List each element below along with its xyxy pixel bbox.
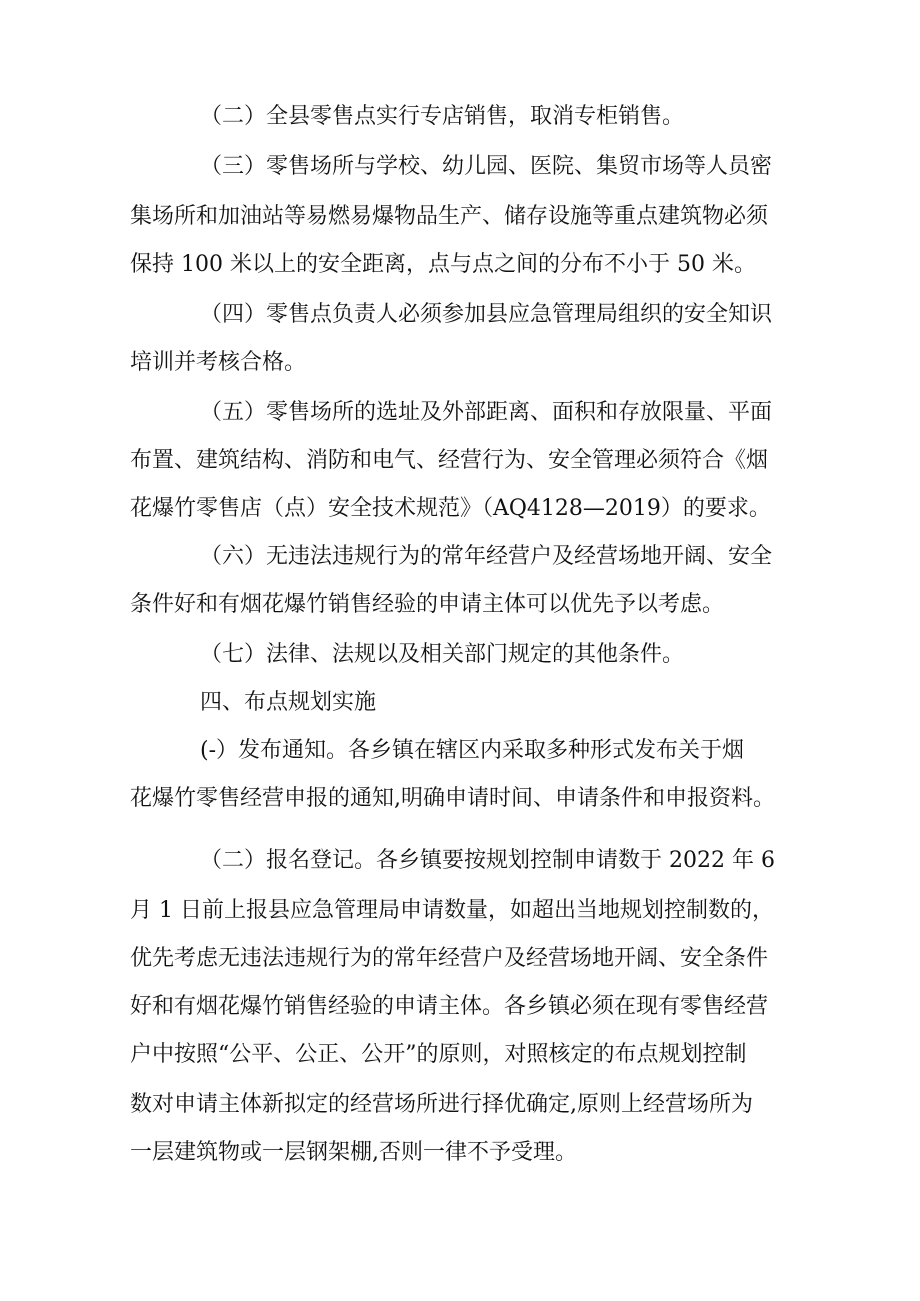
paragraph-line: 优先考虑无违法违规行为的常年经营户及经营场地开阔、安全条件 bbox=[130, 946, 769, 971]
paragraph-line: (-）发布通知。各乡镇在辖区内采取多种形式发布关于烟 bbox=[200, 738, 745, 763]
paragraph-line: （二）报名登记。各乡镇要按规划控制申请数于 2022 年 6 bbox=[200, 848, 775, 873]
paragraph-line: 保持 100 米以上的安全距离，点与点之间的分布不小于 50 米。 bbox=[130, 252, 756, 277]
paragraph-line: （六）无违法违规行为的常年经营户及经营场地开阔、安全 bbox=[200, 544, 773, 569]
paragraph-line: 花爆竹零售经营申报的通知,明确申请时间、申请条件和申报资料。 bbox=[130, 786, 775, 811]
paragraph-line: 花爆竹零售店（点）安全技术规范》（AQ4128—2019）的要求。 bbox=[130, 496, 771, 521]
section-heading: 四、布点规划实施 bbox=[200, 690, 377, 715]
paragraph-line: 户中按照“公平、公正、公开”的原则，对照核定的布点规划控制 bbox=[130, 1042, 747, 1067]
paragraph-line: 数对申请主体新拟定的经营场所进行择优确定,原则上经营场所为 bbox=[130, 1092, 753, 1117]
paragraph-line: （五）零售场所的选址及外部距离、面积和存放限量、平面 bbox=[200, 400, 773, 425]
paragraph-line: 一层建筑物或一层钢架棚,否则一律不予受理。 bbox=[130, 1140, 577, 1165]
paragraph-line: 月 1 日前上报县应急管理局申请数量，如超出当地规划控制数的， bbox=[130, 898, 774, 923]
paragraph-line: 集场所和加油站等易燃易爆物品生产、储存设施等重点建筑物必须 bbox=[130, 204, 769, 229]
paragraph-line: （七）法律、法规以及相关部门规定的其他条件。 bbox=[200, 642, 685, 667]
paragraph-line: 好和有烟花爆竹销售经验的申请主体。各乡镇必须在现有零售经营 bbox=[130, 994, 769, 1019]
paragraph-line: （四）零售点负责人必须参加县应急管理局组织的安全知识 bbox=[200, 302, 773, 327]
paragraph-line: 培训并考核合格。 bbox=[130, 350, 307, 375]
paragraph-line: 条件好和有烟花爆竹销售经验的申请主体可以优先予以考虑。 bbox=[130, 592, 725, 617]
paragraph-line: （三）零售场所与学校、幼儿园、医院、集贸市场等人员密 bbox=[200, 154, 773, 179]
paragraph-line: 布置、建筑结构、消防和电气、经营行为、安全管理必须符合《烟 bbox=[130, 448, 769, 473]
paragraph-line: （二）全县零售点实行专店销售，取消专柜销售。 bbox=[200, 104, 685, 129]
